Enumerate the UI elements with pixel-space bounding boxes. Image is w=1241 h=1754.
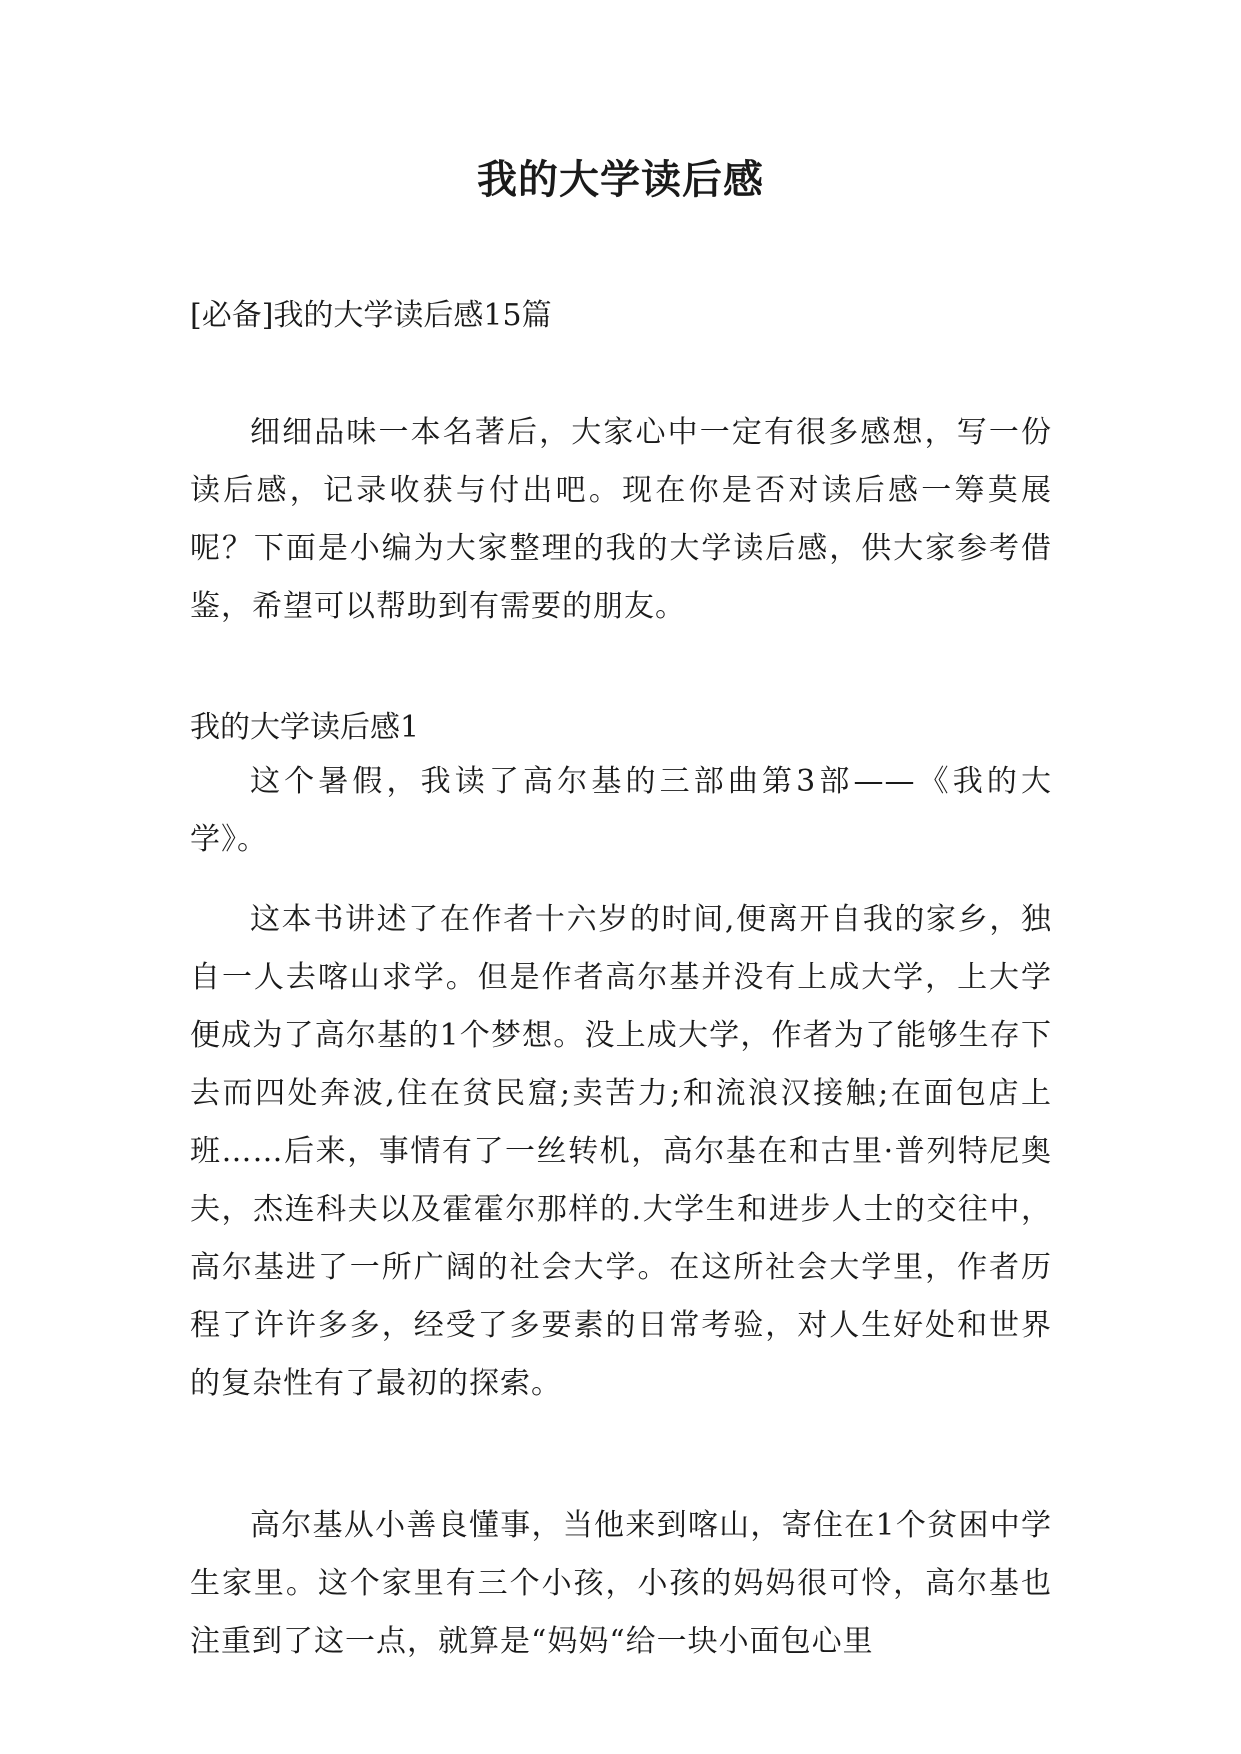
body-paragraph-2: 这本书讲述了在作者十六岁的时间,便离开自我的家乡，独自一人去喀山求学。但是作者高尔基并没有上成大学，上大学便成为了高尔基的1个梦想。没上成大学，作者为了能够生存下去而四处奔波,住在贫民窟;卖苦力;和流浪汉接触;在面包店上班……后来，事情有了一丝转机，高尔基在和古里·普列特尼奥夫，杰连科夫以及霍霍尔那样的.大学生和进步人士的交往中，高尔基进了一所广阔的社会大学。在这所社会大学里，作者历程了许许多多，经受了多要素的日常考验，对人生好处和世界的复杂性有了最初的探索。 [190, 902, 1052, 1401]
intro-paragraph: 细细品味一本名著后，大家心中一定有很多感想，写一份读后感，记录收获与付出吧。现在你是否对读后感一筹莫展呢？下面是小编为大家整理的我的大学读后感，供大家参考借鉴，希望可以帮助到有需要的朋友。 [190, 415, 1052, 624]
body-paragraph-1: 这个暑假，我读了高尔基的三部曲第3部——《我的大学》。 [190, 764, 1052, 857]
body-paragraph-3: 高尔基从小善良懂事，当他来到喀山，寄住在1个贫困中学生家里。这个家里有三个小孩，小孩的妈妈很可怜，高尔基也注重到了这一点，就算是“妈妈“给一块小面包心里 [190, 1508, 1052, 1659]
section-heading: 我的大学读后感1 [190, 710, 420, 745]
document-title: 我的大学读后感 [477, 157, 764, 203]
document-subtitle: [必备]我的大学读后感15篇 [190, 298, 552, 333]
